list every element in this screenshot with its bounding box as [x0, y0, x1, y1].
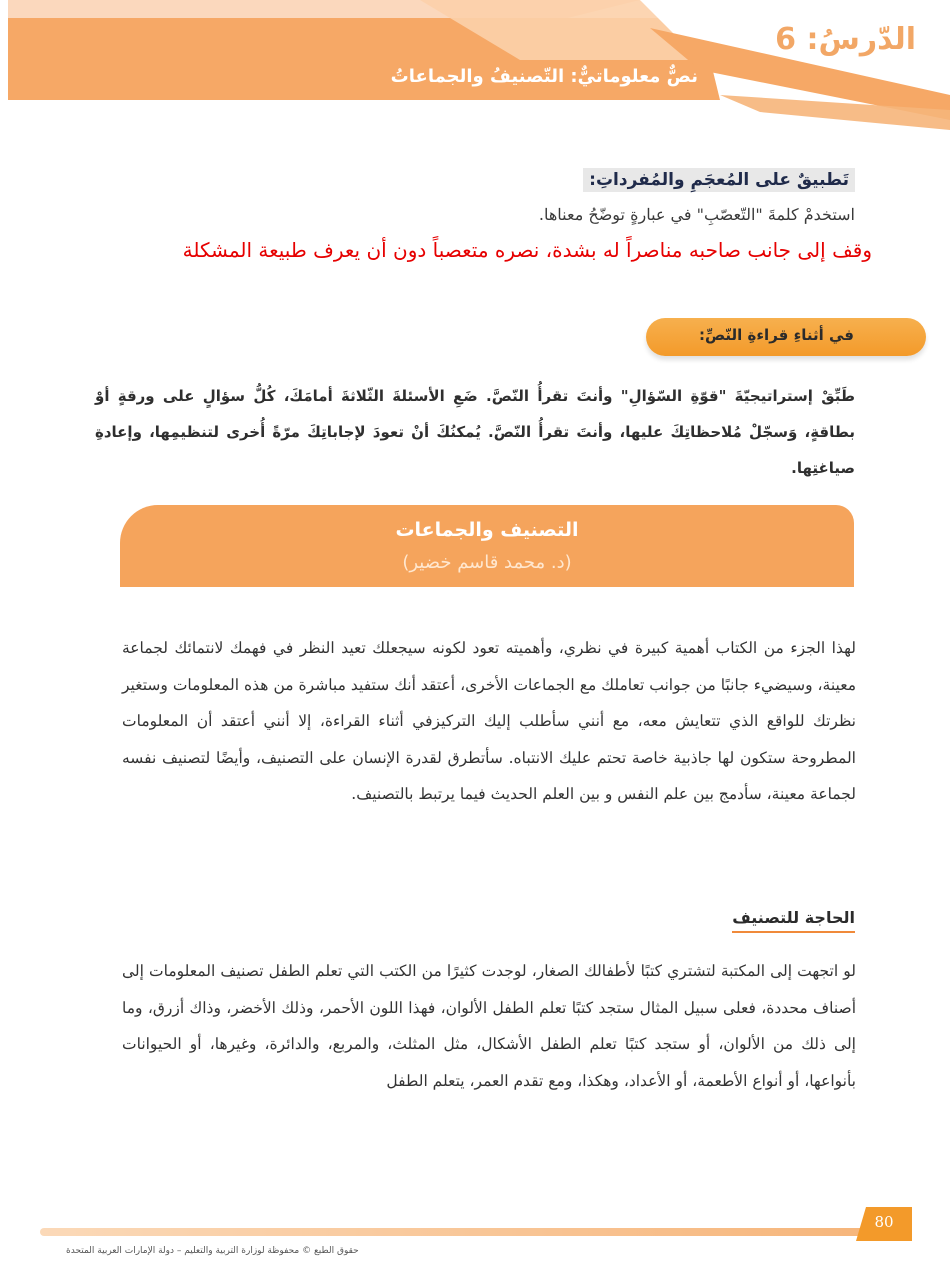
handwritten-answer: وقف إلى جانب صاحبه مناصراً له بشدة، نصره متعصباً دون أن يعرف طبيعة المشكلة — [182, 238, 872, 262]
copyright-notice: حقوق الطبع © محفوظة لوزارة التربية والتعليم – دولة الإمارات العربية المتحدة — [66, 1246, 359, 1256]
section-heading: الحاجة للتصنيف — [732, 908, 855, 933]
lesson-subtitle: نصٌّ معلوماتيٌّ: التّصنيفُ والجماعاتُ — [390, 66, 698, 87]
article-banner — [120, 505, 854, 587]
page-number-badge — [852, 1205, 916, 1243]
reading-section-pill — [646, 318, 926, 356]
vocab-instruction: استخدمْ كلمةَ "التّعصّبِ" في عبارةٍ توضّحُ معناها. — [538, 205, 855, 224]
footer-bar — [40, 1228, 878, 1236]
lesson-title: الدّرسُ: 6 — [775, 22, 916, 57]
article-paragraph-2: لو اتجهت إلى المكتبة لتشتري كتبًا لأطفالك الصغار، لوجدت كثيرًا من الكتب التي تعلم الطفل تصنيف المعلومات إلى أصناف محددة، فعلى سبيل المثال ستجد كتبًا تعلم الطفل الألوان، فهذا اللون الأحمر، وذلك الأخضر، وذاك أزرق، وما إلى ذلك من الألوان، أو ستجد كتبًا تعلم الطفل الأشكال، مثل المثلث، والمربع، والدائرة، وغيرها، أو الحيوانات بأنواعها، أو أنواع الأطعمة، أو الأعداد، وهكذا، ومع تقدم العمر، يتعلم الطفل — [122, 962, 856, 1090]
article-author: (د. محمد قاسم خضير) — [402, 552, 572, 573]
header-decoration — [0, 0, 950, 130]
article-paragraph-1: لهذا الجزء من الكتاب أهمية كبيرة في نظري، وأهميته تعود لكونه سيجعلك تعيد النظر في فهمك لانتمائك لجماعة معينة، وسيضيء جانبًا من جوانب تعاملك مع الجماعات الأخرى، أعتقد أنك ستفيد مباشرة من هذه المعلومات وستغير نظرتك للواقع الذي تتعايش معه، مع أنني سأطلب إليك التركيزفي أثناء القراءة، إلا أنني أعتقد أن المعلومات المطروحة ستكون لها جاذبية خاصة تحتم عليك الانتباه. سأتطرق لقدرة الإنسان على التصنيف، وأيضًا لتصنيف نفسه لجماعة معينة، سأدمج بين علم النفس و بين العلم الحديث فيما يرتبط بالتصنيف. — [122, 639, 856, 803]
article-title: التصنيف والجماعات — [395, 519, 579, 541]
strategy-instructions: طَبِّقْ إستراتيجيّةَ "قوّةِ السّؤالِ" وأنتَ تقرأُ النّصَّ. ضَعِ الأسئلةَ الثّلاثةَ أمامَكَ، كُلُّ سؤالٍ على ورقةٍ أوْ بطاقةٍ، وَسجّلْ مُلاحظاتِكَ عليها، وأنتَ تقرأُ النّصَّ. يُمكنُكَ أنْ تعودَ لإجاباتِكَ مرّةً أُخرى لتنظيمِها، وإعادةِ صياغتِها. — [95, 387, 855, 477]
reading-section-label: في أثناءِ قراءةِ النّصِّ: — [698, 326, 854, 344]
page-number: 80 — [874, 1213, 894, 1231]
vocab-heading: تَطبيقٌ على المُعجَمِ والمُفرداتِ: — [583, 168, 855, 192]
